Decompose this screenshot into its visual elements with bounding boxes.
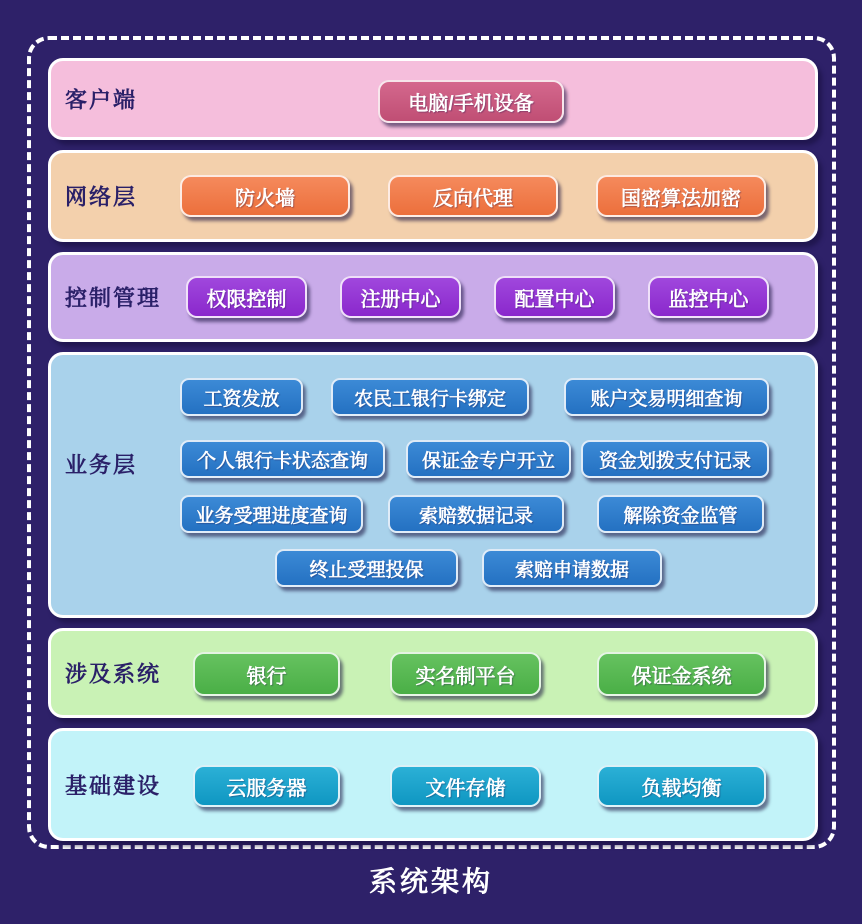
layer-infra (48, 728, 818, 841)
layer-client-label: 客户端 (65, 87, 138, 113)
chip-reverse-proxy: 反向代理 (388, 175, 558, 217)
chip-deposit-account-opening: 保证金专户开立 (406, 440, 571, 478)
chip-salary-payment: 工资发放 (180, 378, 303, 416)
chip-bank: 银行 (193, 652, 340, 696)
chip-account-transaction-detail-query: 账户交易明细查询 (564, 378, 769, 416)
chip-sm-crypto-encryption: 国密算法加密 (596, 175, 766, 217)
layer-network-label: 网络层 (65, 184, 138, 210)
chip-fund-transfer-payment-records: 资金划拨支付记录 (581, 440, 769, 478)
layer-business-label: 业务层 (65, 452, 138, 478)
chip-load-balancer: 负载均衡 (597, 765, 766, 807)
chip-registry-center: 注册中心 (340, 276, 461, 318)
chip-terminate-insurance-acceptance: 终止受理投保 (275, 549, 458, 587)
chip-config-center: 配置中心 (494, 276, 615, 318)
chip-personal-bankcard-status-query: 个人银行卡状态查询 (180, 440, 385, 478)
layer-infra-label: 基础建设 (65, 773, 162, 798)
layer-control-label: 控制管理 (65, 285, 162, 311)
chip-monitor-center: 监控中心 (648, 276, 769, 318)
chip-claim-data-records: 索赔数据记录 (388, 495, 564, 533)
diagram-title: 系统架构 (368, 866, 493, 897)
chip-worker-bankcard-binding: 农民工银行卡绑定 (331, 378, 529, 416)
chip-claim-application-data: 索赔申请数据 (482, 549, 662, 587)
layer-control (48, 252, 818, 342)
chip-deposit-system: 保证金系统 (597, 652, 766, 696)
layer-business (48, 352, 818, 618)
chip-business-acceptance-progress-query: 业务受理进度查询 (180, 495, 363, 533)
chip-file-storage: 文件存储 (390, 765, 541, 807)
chip-pc-mobile-device: 电脑/手机设备 (378, 80, 564, 123)
chip-release-fund-supervision: 解除资金监管 (597, 495, 764, 533)
chip-permission-control: 权限控制 (186, 276, 307, 318)
layer-client (48, 58, 818, 140)
layer-systems-label: 涉及系统 (65, 661, 162, 687)
chip-firewall: 防火墙 (180, 175, 350, 217)
layer-systems (48, 628, 818, 718)
layer-network (48, 150, 818, 242)
chip-cloud-server: 云服务器 (193, 765, 340, 807)
chip-real-name-platform: 实名制平台 (390, 652, 541, 696)
